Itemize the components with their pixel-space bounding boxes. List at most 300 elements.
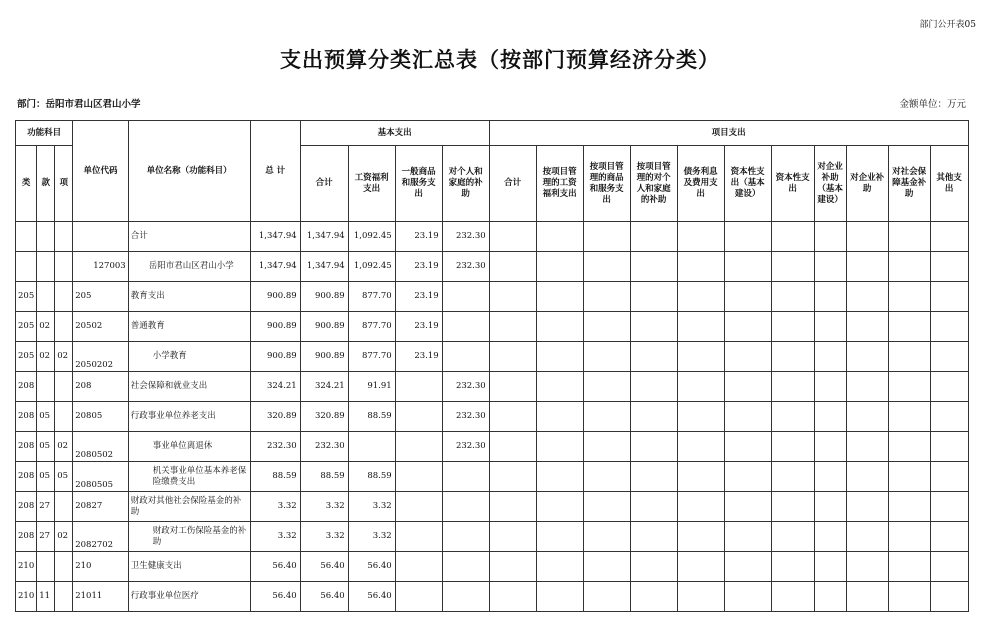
cell-project-empty <box>489 582 536 612</box>
cell-project-empty <box>724 582 771 612</box>
header-unit-name: 单位名称（功能科目） <box>128 121 250 222</box>
cell-project-empty <box>888 522 930 552</box>
cell-project-empty <box>771 432 814 462</box>
table-row <box>16 252 969 282</box>
cell-b-wage: 3.32 <box>348 522 395 552</box>
cell-lei: 208 <box>16 522 37 552</box>
cell-project-empty <box>677 282 724 312</box>
cell-project-empty <box>489 522 536 552</box>
cell-total: 324.21 <box>250 372 300 402</box>
cell-b-total: 56.40 <box>300 552 348 582</box>
cell-b-goods: 23.19 <box>395 252 442 282</box>
cell-project-empty <box>846 342 888 372</box>
cell-b-personal: 232.30 <box>442 222 489 252</box>
cell-total: 3.32 <box>250 492 300 522</box>
cell-b-goods <box>395 462 442 492</box>
cell-project-empty <box>814 252 846 282</box>
cell-project-empty <box>814 282 846 312</box>
header-proj-capital: 资本性支出（基本建设） <box>724 146 771 222</box>
cell-b-personal <box>442 282 489 312</box>
cell-b-personal <box>442 552 489 582</box>
table-number-label: 部门公开表05 <box>919 20 976 30</box>
cell-b-goods <box>395 372 442 402</box>
cell-name: 财政对其他社会保险基金的补助 <box>128 492 250 522</box>
cell-project-empty <box>583 282 630 312</box>
cell-total: 900.89 <box>250 282 300 312</box>
header-project: 项目支出 <box>489 121 968 146</box>
cell-project-empty <box>888 312 930 342</box>
table-row <box>16 552 969 582</box>
cell-b-wage: 3.32 <box>348 492 395 522</box>
cell-xiang <box>55 372 73 402</box>
cell-total: 88.59 <box>250 462 300 492</box>
cell-project-empty <box>630 222 677 252</box>
cell-b-personal: 232.30 <box>442 402 489 432</box>
cell-project-empty <box>630 492 677 522</box>
table-row <box>16 222 969 252</box>
cell-lei: 208 <box>16 462 37 492</box>
cell-xiang: 02 <box>55 522 73 552</box>
header-basic-wage: 工资福利支出 <box>348 146 395 222</box>
cell-b-goods <box>395 432 442 462</box>
cell-project-empty <box>814 432 846 462</box>
cell-b-wage: 877.70 <box>348 342 395 372</box>
cell-xiang <box>55 312 73 342</box>
header-func-subject: 功能科目 <box>16 121 73 146</box>
cell-total: 1,347.94 <box>250 252 300 282</box>
cell-b-total: 900.89 <box>300 342 348 372</box>
cell-project-empty <box>536 312 583 342</box>
cell-kuan: 05 <box>37 402 55 432</box>
cell-project-empty <box>677 492 724 522</box>
table-row <box>16 342 969 372</box>
header-lei: 类 <box>16 146 37 222</box>
cell-project-empty <box>846 252 888 282</box>
header-proj-total: 合计 <box>489 146 536 222</box>
cell-project-empty <box>846 222 888 252</box>
cell-xiang <box>55 252 73 282</box>
cell-kuan <box>37 222 55 252</box>
header-total: 总 计 <box>250 121 300 222</box>
cell-project-empty <box>888 582 930 612</box>
cell-project-empty <box>724 282 771 312</box>
cell-b-personal <box>442 492 489 522</box>
cell-project-empty <box>888 402 930 432</box>
cell-total: 56.40 <box>250 582 300 612</box>
cell-project-empty <box>771 492 814 522</box>
cell-project-empty <box>814 312 846 342</box>
cell-project-empty <box>677 582 724 612</box>
cell-project-empty <box>677 552 724 582</box>
cell-project-empty <box>930 432 968 462</box>
cell-project-empty <box>930 282 968 312</box>
cell-code: 20502 <box>73 312 128 342</box>
cell-code: 2080502 <box>73 432 128 462</box>
cell-project-empty <box>489 342 536 372</box>
cell-b-goods: 23.19 <box>395 222 442 252</box>
cell-lei: 208 <box>16 372 37 402</box>
cell-project-empty <box>724 252 771 282</box>
cell-xiang: 02 <box>55 342 73 372</box>
department-label: 部门：岳阳市君山区君山小学 <box>17 99 141 110</box>
cell-b-wage: 1,092.45 <box>348 222 395 252</box>
cell-project-empty <box>489 492 536 522</box>
cell-b-total: 900.89 <box>300 312 348 342</box>
cell-b-personal: 232.30 <box>442 432 489 462</box>
cell-kuan: 02 <box>37 312 55 342</box>
cell-b-wage: 877.70 <box>348 282 395 312</box>
cell-project-empty <box>771 222 814 252</box>
cell-project-empty <box>846 402 888 432</box>
cell-code: 210 <box>73 552 128 582</box>
header-basic-total: 合计 <box>300 146 348 222</box>
cell-project-empty <box>536 552 583 582</box>
table-row <box>16 432 969 462</box>
cell-project-empty <box>724 522 771 552</box>
cell-project-empty <box>846 312 888 342</box>
cell-project-empty <box>583 372 630 402</box>
cell-b-total: 320.89 <box>300 402 348 432</box>
cell-project-empty <box>630 342 677 372</box>
cell-b-wage: 877.70 <box>348 312 395 342</box>
cell-project-empty <box>930 372 968 402</box>
cell-name: 行政事业单位医疗 <box>128 582 250 612</box>
cell-project-empty <box>846 492 888 522</box>
cell-project-empty <box>583 462 630 492</box>
cell-project-empty <box>630 252 677 282</box>
cell-project-empty <box>771 342 814 372</box>
cell-project-empty <box>888 252 930 282</box>
cell-lei: 205 <box>16 312 37 342</box>
cell-project-empty <box>630 582 677 612</box>
cell-b-goods <box>395 522 442 552</box>
cell-lei: 208 <box>16 402 37 432</box>
cell-lei <box>16 252 37 282</box>
cell-project-empty <box>771 582 814 612</box>
cell-project-empty <box>846 582 888 612</box>
cell-project-empty <box>489 312 536 342</box>
cell-kuan: 02 <box>37 342 55 372</box>
cell-project-empty <box>583 222 630 252</box>
cell-name: 财政对工伤保险基金的补助 <box>128 522 250 552</box>
cell-project-empty <box>771 402 814 432</box>
table-body <box>16 222 969 612</box>
table-row <box>16 372 969 402</box>
cell-project-empty <box>846 372 888 402</box>
cell-project-empty <box>536 492 583 522</box>
cell-b-personal <box>442 462 489 492</box>
cell-b-wage: 56.40 <box>348 582 395 612</box>
cell-code: 21011 <box>73 582 128 612</box>
page-title: 支出预算分类汇总表（按部门预算经济分类） <box>280 47 720 72</box>
cell-project-empty <box>724 432 771 462</box>
cell-lei: 208 <box>16 432 37 462</box>
cell-b-goods <box>395 492 442 522</box>
cell-project-empty <box>583 552 630 582</box>
cell-project-empty <box>724 492 771 522</box>
cell-project-empty <box>536 462 583 492</box>
cell-name: 社会保障和就业支出 <box>128 372 250 402</box>
cell-project-empty <box>536 372 583 402</box>
cell-code: 208 <box>73 372 128 402</box>
cell-project-empty <box>930 402 968 432</box>
cell-b-goods: 23.19 <box>395 282 442 312</box>
cell-b-personal: 232.30 <box>442 252 489 282</box>
cell-b-personal: 232.30 <box>442 372 489 402</box>
cell-b-total: 324.21 <box>300 372 348 402</box>
cell-xiang <box>55 282 73 312</box>
cell-project-empty <box>724 312 771 342</box>
cell-kuan: 05 <box>37 462 55 492</box>
cell-project-empty <box>930 312 968 342</box>
cell-b-total: 3.32 <box>300 522 348 552</box>
expenditure-table <box>15 120 969 612</box>
cell-kuan: 05 <box>37 432 55 462</box>
cell-name: 卫生健康支出 <box>128 552 250 582</box>
cell-project-empty <box>846 432 888 462</box>
cell-project-empty <box>677 372 724 402</box>
cell-project-empty <box>536 582 583 612</box>
cell-kuan: 27 <box>37 492 55 522</box>
table-row <box>16 492 969 522</box>
cell-project-empty <box>814 372 846 402</box>
cell-name: 教育支出 <box>128 282 250 312</box>
header-basic-personal: 对个人和家庭的补助 <box>442 146 489 222</box>
cell-project-empty <box>771 372 814 402</box>
cell-project-empty <box>888 462 930 492</box>
cell-total: 900.89 <box>250 342 300 372</box>
table-row <box>16 282 969 312</box>
cell-name: 岳阳市君山区君山小学 <box>128 252 250 282</box>
cell-project-empty <box>814 462 846 492</box>
cell-b-goods: 23.19 <box>395 312 442 342</box>
cell-project-empty <box>888 492 930 522</box>
cell-project-empty <box>771 522 814 552</box>
cell-project-empty <box>771 252 814 282</box>
header-proj-capital2: 资本性支出 <box>771 146 814 222</box>
cell-code: 205 <box>73 282 128 312</box>
cell-project-empty <box>630 522 677 552</box>
cell-kuan: 27 <box>37 522 55 552</box>
cell-b-wage: 88.59 <box>348 462 395 492</box>
cell-total: 56.40 <box>250 552 300 582</box>
cell-b-goods <box>395 402 442 432</box>
cell-project-empty <box>846 462 888 492</box>
cell-project-empty <box>930 582 968 612</box>
cell-xiang <box>55 492 73 522</box>
header-proj-social: 对社会保障基金补助 <box>888 146 930 222</box>
cell-project-empty <box>536 282 583 312</box>
cell-b-goods: 23.19 <box>395 342 442 372</box>
cell-kuan <box>37 372 55 402</box>
cell-project-empty <box>724 222 771 252</box>
cell-b-total: 3.32 <box>300 492 348 522</box>
cell-project-empty <box>536 342 583 372</box>
cell-code: 127003 <box>73 252 128 282</box>
cell-name: 机关事业单位基本养老保险缴费支出 <box>128 462 250 492</box>
header-unit-code: 单位代码 <box>73 121 128 222</box>
cell-kuan <box>37 552 55 582</box>
cell-b-wage: 1,092.45 <box>348 252 395 282</box>
cell-lei: 210 <box>16 582 37 612</box>
cell-xiang <box>55 552 73 582</box>
cell-total: 3.32 <box>250 522 300 552</box>
cell-project-empty <box>814 522 846 552</box>
cell-b-wage: 56.40 <box>348 552 395 582</box>
header-basic: 基本支出 <box>300 121 489 146</box>
cell-code: 2050202 <box>73 342 128 372</box>
header-proj-subsidy: 对企业补助 <box>846 146 888 222</box>
cell-b-total: 56.40 <box>300 582 348 612</box>
cell-name: 事业单位离退休 <box>128 432 250 462</box>
cell-project-empty <box>583 432 630 462</box>
cell-project-empty <box>583 312 630 342</box>
header-proj-wage: 按项目管理的工资福利支出 <box>536 146 583 222</box>
cell-b-wage <box>348 432 395 462</box>
cell-xiang <box>55 582 73 612</box>
currency-unit-label: 金额单位：万元 <box>899 99 966 110</box>
cell-project-empty <box>583 522 630 552</box>
cell-xiang: 02 <box>55 432 73 462</box>
cell-project-empty <box>724 462 771 492</box>
cell-project-empty <box>771 462 814 492</box>
cell-project-empty <box>489 252 536 282</box>
cell-code <box>73 222 128 252</box>
cell-b-total: 88.59 <box>300 462 348 492</box>
cell-b-personal <box>442 522 489 552</box>
cell-name: 合计 <box>128 222 250 252</box>
cell-total: 232.30 <box>250 432 300 462</box>
cell-project-empty <box>583 252 630 282</box>
cell-project-empty <box>888 432 930 462</box>
header-proj-other: 其他支出 <box>930 146 968 222</box>
cell-code: 20805 <box>73 402 128 432</box>
cell-xiang <box>55 402 73 432</box>
cell-project-empty <box>677 402 724 432</box>
cell-project-empty <box>930 462 968 492</box>
cell-kuan: 11 <box>37 582 55 612</box>
cell-project-empty <box>888 372 930 402</box>
cell-code: 2080505 <box>73 462 128 492</box>
cell-project-empty <box>677 312 724 342</box>
cell-project-empty <box>771 282 814 312</box>
cell-project-empty <box>814 342 846 372</box>
cell-project-empty <box>771 552 814 582</box>
cell-project-empty <box>888 552 930 582</box>
cell-project-empty <box>677 222 724 252</box>
cell-project-empty <box>888 222 930 252</box>
table-row <box>16 402 969 432</box>
cell-project-empty <box>930 552 968 582</box>
cell-project-empty <box>930 522 968 552</box>
cell-project-empty <box>583 342 630 372</box>
cell-xiang: 05 <box>55 462 73 492</box>
header-basic-goods: 一般商品和服务支出 <box>395 146 442 222</box>
header-proj-personal: 按项目管理的对个人和家庭的补助 <box>630 146 677 222</box>
cell-project-empty <box>489 372 536 402</box>
cell-b-wage: 88.59 <box>348 402 395 432</box>
cell-b-personal <box>442 312 489 342</box>
cell-b-wage: 91.91 <box>348 372 395 402</box>
cell-total: 900.89 <box>250 312 300 342</box>
cell-project-empty <box>888 282 930 312</box>
cell-b-goods <box>395 582 442 612</box>
cell-project-empty <box>489 432 536 462</box>
cell-project-empty <box>724 372 771 402</box>
cell-code: 20827 <box>73 492 128 522</box>
cell-project-empty <box>489 462 536 492</box>
cell-kuan <box>37 252 55 282</box>
cell-project-empty <box>771 312 814 342</box>
table-row <box>16 462 969 492</box>
cell-project-empty <box>814 222 846 252</box>
header-proj-debt: 债务利息及费用支出 <box>677 146 724 222</box>
cell-project-empty <box>630 432 677 462</box>
cell-project-empty <box>630 372 677 402</box>
cell-b-total: 900.89 <box>300 282 348 312</box>
cell-project-empty <box>489 222 536 252</box>
cell-project-empty <box>677 522 724 552</box>
cell-project-empty <box>846 552 888 582</box>
cell-project-empty <box>814 492 846 522</box>
table-row <box>16 312 969 342</box>
cell-project-empty <box>930 252 968 282</box>
cell-lei: 205 <box>16 282 37 312</box>
cell-name: 行政事业单位养老支出 <box>128 402 250 432</box>
cell-total: 1,347.94 <box>250 222 300 252</box>
cell-lei: 208 <box>16 492 37 522</box>
cell-project-empty <box>583 402 630 432</box>
cell-name: 小学教育 <box>128 342 250 372</box>
cell-b-personal <box>442 342 489 372</box>
cell-project-empty <box>724 342 771 372</box>
cell-project-empty <box>814 402 846 432</box>
cell-project-empty <box>630 552 677 582</box>
cell-code: 2082702 <box>73 522 128 552</box>
cell-project-empty <box>536 522 583 552</box>
cell-project-empty <box>724 552 771 582</box>
cell-project-empty <box>583 492 630 522</box>
cell-project-empty <box>630 312 677 342</box>
table-header <box>16 121 969 222</box>
cell-name: 普通教育 <box>128 312 250 342</box>
cell-project-empty <box>630 282 677 312</box>
header-xiang: 项 <box>55 146 73 222</box>
cell-project-empty <box>677 462 724 492</box>
cell-project-empty <box>489 552 536 582</box>
header-kuan: 款 <box>37 146 55 222</box>
header-proj-subsidy-build: 对企业补助（基本建设） <box>814 146 846 222</box>
cell-project-empty <box>536 252 583 282</box>
cell-project-empty <box>583 582 630 612</box>
cell-kuan <box>37 282 55 312</box>
cell-project-empty <box>536 402 583 432</box>
table-row <box>16 582 969 612</box>
cell-xiang <box>55 222 73 252</box>
cell-project-empty <box>677 432 724 462</box>
cell-project-empty <box>489 402 536 432</box>
cell-project-empty <box>724 402 771 432</box>
cell-project-empty <box>930 342 968 372</box>
cell-b-total: 232.30 <box>300 432 348 462</box>
cell-project-empty <box>888 342 930 372</box>
cell-project-empty <box>536 222 583 252</box>
cell-lei: 210 <box>16 552 37 582</box>
cell-project-empty <box>677 342 724 372</box>
cell-project-empty <box>814 552 846 582</box>
cell-project-empty <box>630 402 677 432</box>
cell-project-empty <box>677 252 724 282</box>
